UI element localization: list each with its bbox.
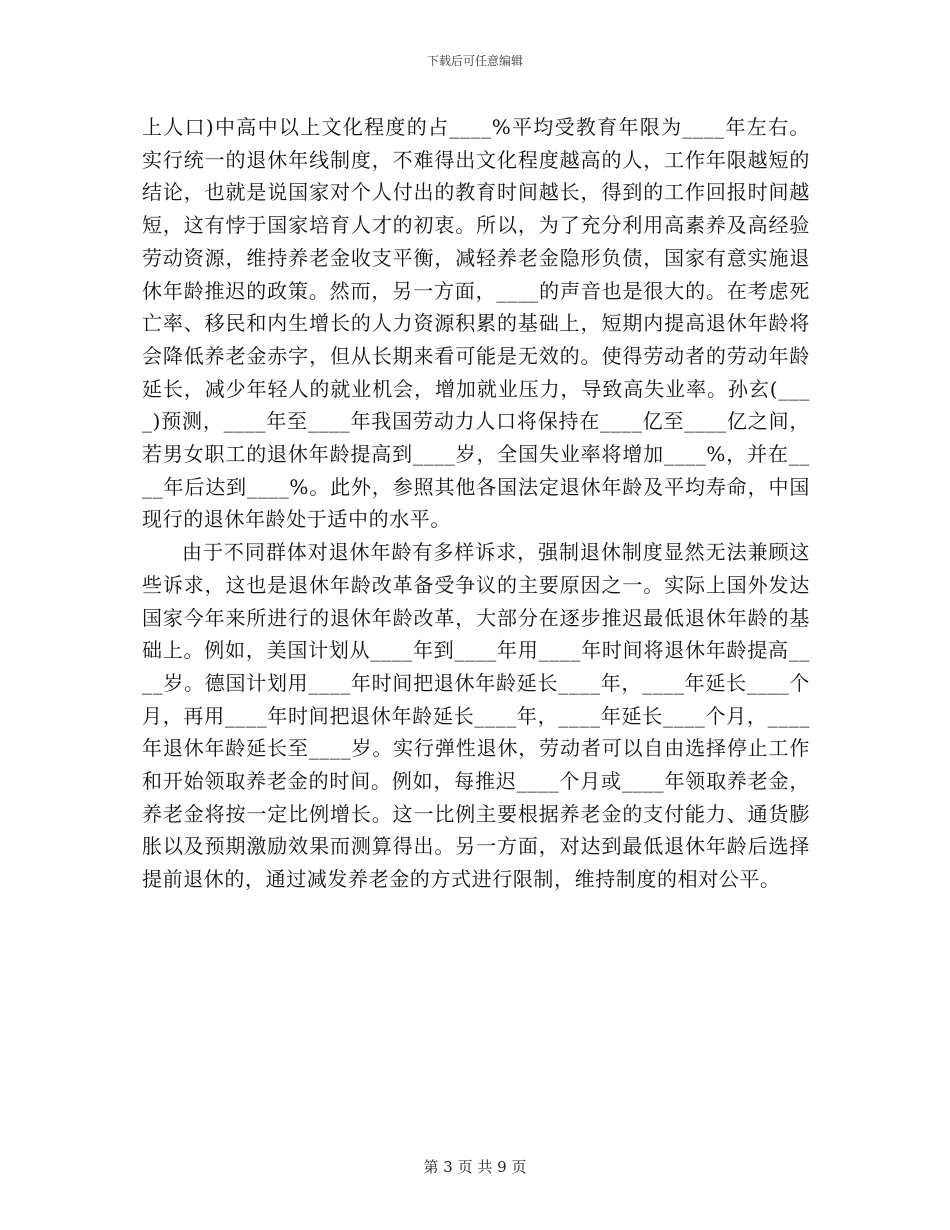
page-footer-page-number: 第 3 页 共 9 页 [423,1158,527,1176]
paragraph-continued: 上人口)中高中以上文化程度的占____%平均受教育年限为____年左右。实行统一的退休年线制度，不难得出文化程度越高的人，工作年限越短的结论，也就是说国家对个人付出的教育时间越长，得到的工作回报时间越短，这有悖于国家培育人才的初衷。所以，为了充分利用高素养及高经验劳动资源，维持养老金收支平衡，减轻养老金隐形负债，国家有意实施退休年龄推迟的政策。然而，另一方面，____的声音也是很大的。在考虑死亡率、移民和内生增长的人力资源积累的基础上，短期内提高退休年龄将会降低养老金赤字，但从长期来看可能是无效的。使得劳动者的劳动年龄延长，减少年轻人的就业机会，增加就业压力，导致高失业率。孙玄(____)预测，____年至____年我国劳动力人口将保持在____亿至____亿之间，若男女职工的退休年龄提高到____岁，全国失业率将增加____%，并在____年后达到____%。此外，参照其他各国法定退休年龄及平均寿命，中国现行的退休年龄处于适中的水平。 [142,115,810,532]
page-header: 下载后可任意编辑 [426,54,523,68]
document-body [142,111,810,896]
paragraph-retirement-reform: 由于不同群体对退休年龄有多样诉求，强制退休制度显然无法兼顾这些诉求，这也是退休年龄改革备受争议的主要原因之一。实际上国外发达国家今年来所进行的退休年龄改革，大部分在逐步推迟最低退休年龄的基础上。例如，美国计划从____年到____年用____年时间将退休年龄提高____岁。德国计划用____年时间把退休年龄延长____年，____年延长____个月，再用____年时间把退休年龄延长____年，____年延长____个月，____年退休年龄延长至____岁。实行弹性退休，劳动者可以自由选择停止工作和开始领取养老金的时间。例如，每推迟____个月或____年领取养老金，养老金将按一定比例增长。这一比例主要根据养老金的支付能力、通货膨胀以及预期激励效果而测算得出。另一方面，对达到最低退休年龄后选择提前退休的，通过减发养老金的方式进行限制，维持制度的相对公平。 [142,540,810,892]
